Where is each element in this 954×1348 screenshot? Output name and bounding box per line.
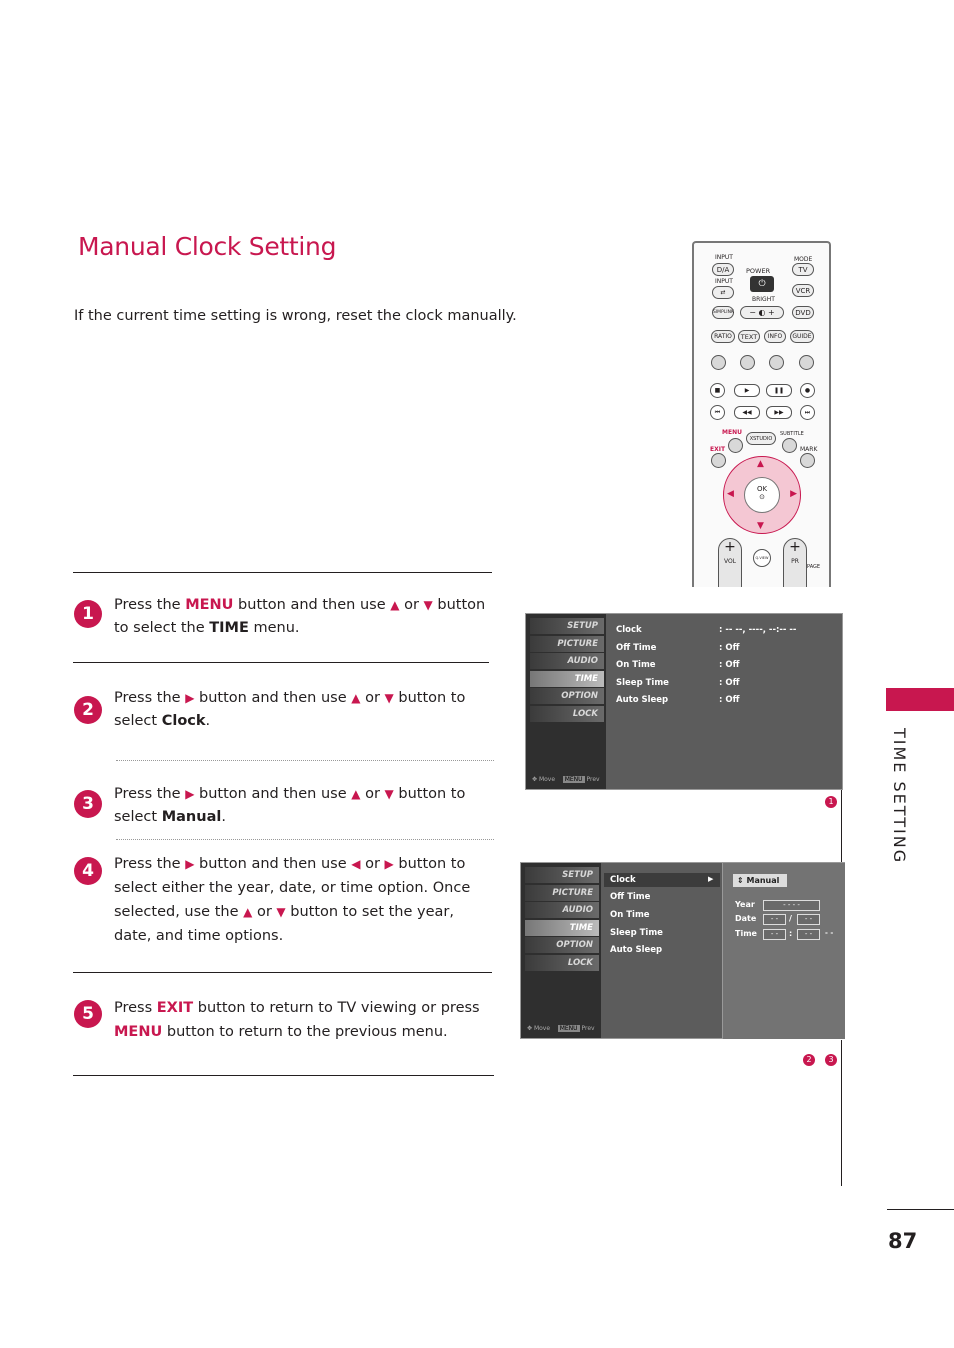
page-title: Manual Clock Setting: [78, 232, 337, 261]
osd-item-picture[interactable]: PICTURE: [525, 885, 599, 901]
osd-item-lock[interactable]: LOCK: [530, 706, 604, 722]
intro-text: If the current time setting is wrong, reset the clock manually.: [74, 308, 517, 324]
chevron-right-icon: ▶: [708, 875, 714, 883]
section-label: TIME SETTING: [890, 728, 909, 865]
exit-label: EXIT: [710, 446, 726, 453]
skip-back-button[interactable]: [710, 405, 725, 420]
on-time-row-label[interactable]: On Time: [610, 910, 650, 920]
stop-icon: ■: [714, 387, 721, 394]
stop-button[interactable]: [710, 383, 725, 398]
page-number-rule: [887, 1209, 954, 1210]
rewind-icon: ◀◀: [742, 409, 752, 416]
brightness-plus[interactable]: +: [768, 308, 775, 317]
subtitle-label: SUBTITLE: [780, 431, 804, 437]
osd-item-time[interactable]: TIME: [530, 671, 604, 687]
time-hour-field[interactable]: - -: [763, 929, 786, 940]
clock-mode-select[interactable]: [733, 874, 787, 887]
osd-item-setup[interactable]: SETUP: [525, 867, 599, 883]
guide-button[interactable]: GUIDE: [790, 330, 814, 343]
step-2-number: 2: [74, 696, 102, 724]
input-label-2: INPUT: [715, 278, 733, 285]
mark-label: MARK: [800, 446, 818, 453]
callout-marker-1: 1: [825, 796, 837, 808]
step-3-text: Press the ▶ button and then use ▲ or ▼ button to select Manual.: [114, 786, 466, 825]
time-separator: :: [789, 929, 793, 938]
osd-item-audio[interactable]: AUDIO: [530, 653, 604, 669]
menu-label: MENU: [722, 429, 742, 436]
date-separator: /: [789, 914, 792, 923]
date-label: Date: [735, 914, 757, 923]
osd-item-audio[interactable]: AUDIO: [525, 902, 599, 918]
section-tab: [886, 688, 954, 711]
brightness-icon: ◐: [758, 308, 766, 317]
nav-down-icon[interactable]: ▼: [757, 521, 764, 531]
pause-button[interactable]: [766, 384, 792, 397]
power-label: POWER: [746, 267, 771, 275]
clock-submenu: [722, 863, 845, 1039]
fast-forward-button[interactable]: [766, 406, 792, 419]
play-icon: ▶: [744, 387, 750, 394]
ratio-button[interactable]: RATIO: [711, 330, 735, 343]
year-field[interactable]: - - - -: [763, 900, 820, 911]
time-label: Time: [735, 929, 757, 938]
footer-move: Move: [533, 1025, 551, 1032]
osd-menu-time: [525, 613, 843, 790]
osd-item-option[interactable]: OPTION: [530, 688, 604, 704]
osd-footer: [527, 1025, 595, 1032]
off-time-row-label[interactable]: Off Time: [616, 643, 657, 653]
divider: [73, 972, 492, 973]
input-button[interactable]: [712, 286, 734, 299]
auto-sleep-row-label[interactable]: Auto Sleep: [616, 695, 669, 705]
off-time-row-label[interactable]: Off Time: [610, 892, 651, 902]
updown-icon: ⇕: [737, 876, 744, 885]
vcr-button[interactable]: VCR: [792, 284, 814, 297]
rewind-button[interactable]: [734, 406, 760, 419]
ok-button[interactable]: [744, 477, 780, 513]
clock-row-value: : -- --, ----, --:-- --: [719, 625, 797, 635]
page-label: PAGE: [807, 564, 821, 570]
osd-item-lock[interactable]: LOCK: [525, 955, 599, 971]
footer-menu-badge: MENU: [564, 776, 583, 783]
nav-right-icon[interactable]: ▶: [790, 489, 797, 499]
play-button[interactable]: [734, 384, 760, 397]
osd-item-picture[interactable]: PICTURE: [530, 636, 604, 652]
record-icon: ●: [804, 387, 811, 394]
step-1-number: 1: [74, 600, 102, 628]
brightness-control[interactable]: [740, 306, 784, 319]
step-2-text: Press the ▶ button and then use ▲ or ▼ button to select Clock.: [114, 690, 466, 729]
color-button-4[interactable]: [799, 355, 814, 370]
move-icon: ✥: [532, 776, 538, 783]
ok-label: OK: [756, 485, 768, 493]
divider: [73, 572, 492, 573]
vertical-rule: [841, 790, 842, 862]
volume-rocker[interactable]: [718, 538, 742, 587]
info-button[interactable]: INFO: [764, 330, 786, 343]
pr-label: PR: [791, 558, 799, 565]
osd-menu-clock-manual: [520, 862, 845, 1039]
osd-sidebar: [526, 614, 606, 789]
clock-mode-value: Manual: [746, 876, 780, 885]
color-button-3[interactable]: [769, 355, 784, 370]
callout-marker-2: 2: [803, 1054, 815, 1066]
bright-label: BRIGHT: [752, 296, 775, 303]
menu-button[interactable]: [728, 438, 743, 453]
auto-sleep-row-label[interactable]: Auto Sleep: [610, 945, 663, 955]
brightness-minus[interactable]: −: [749, 308, 756, 317]
step-5-text: Press EXIT button to return to TV viewing or press MENU button to return to the previous menu.: [114, 1000, 480, 1040]
on-time-row-label[interactable]: On Time: [616, 660, 656, 670]
move-icon: ✥: [527, 1025, 533, 1032]
step-5-number: 5: [74, 1000, 102, 1028]
mark-button[interactable]: [800, 453, 815, 468]
step-4-number: 4: [74, 857, 102, 885]
footer-prev: Prev: [581, 1025, 595, 1032]
nav-left-icon[interactable]: ◀: [727, 489, 734, 499]
da-button[interactable]: D/A: [712, 263, 734, 276]
ok-dot-icon: ⊙: [759, 493, 765, 501]
osd-item-setup[interactable]: SETUP: [530, 618, 604, 634]
osd-footer: [532, 776, 600, 783]
off-time-row-value: : Off: [719, 643, 740, 653]
sleep-time-row-label[interactable]: Sleep Time: [616, 678, 669, 688]
vol-label: VOL: [723, 558, 737, 565]
plus-icon: +: [789, 539, 801, 555]
date-month-field[interactable]: - -: [763, 914, 786, 925]
tv-button[interactable]: TV: [792, 263, 814, 276]
program-rocker[interactable]: [783, 538, 807, 587]
color-button-1[interactable]: [711, 355, 726, 370]
date-day-field[interactable]: - -: [797, 914, 820, 925]
clock-row-label[interactable]: Clock: [616, 625, 642, 635]
callout-marker-3: 3: [825, 1054, 837, 1066]
record-button[interactable]: [800, 383, 815, 398]
year-label: Year: [735, 900, 755, 909]
divider: [73, 662, 489, 663]
divider: [73, 1075, 494, 1076]
osd-item-time[interactable]: TIME: [525, 920, 599, 936]
step-3-number: 3: [74, 790, 102, 818]
pause-icon: ❚❚: [773, 387, 785, 394]
dvd-button[interactable]: DVD: [792, 306, 814, 319]
footer-menu-badge: MENU: [559, 1025, 578, 1032]
xstudio-button[interactable]: XSTUDIO: [746, 432, 776, 445]
skip-forward-icon: ⏭: [804, 409, 811, 416]
footer-prev: Prev: [586, 776, 600, 783]
time-minute-field[interactable]: - -: [797, 929, 820, 940]
fast-forward-icon: ▶▶: [774, 409, 784, 416]
sleep-time-row-value: : Off: [719, 678, 740, 688]
skip-back-icon: ⏮: [714, 409, 721, 416]
vertical-rule: [841, 1040, 842, 1186]
navigation-ring[interactable]: [723, 456, 801, 534]
power-icon: ⏻: [758, 279, 766, 289]
simplink-button[interactable]: SIMPLINK: [712, 306, 734, 319]
mode-label: MODE: [794, 256, 813, 263]
clock-row-highlight[interactable]: [604, 873, 720, 887]
dotted-divider: [116, 839, 494, 840]
input-icon: ⇄: [720, 289, 726, 296]
qview-button[interactable]: Q.VIEW: [753, 549, 771, 567]
input-label: INPUT: [715, 254, 733, 261]
step-1-text: Press the MENU button and then use ▲ or ▼ button to select the TIME menu.: [114, 597, 486, 636]
exit-button[interactable]: [711, 453, 726, 468]
dotted-divider: [116, 760, 494, 761]
skip-forward-button[interactable]: [800, 405, 815, 420]
time-ampm-field[interactable]: - -: [825, 929, 834, 937]
footer-move: Move: [538, 776, 556, 783]
clock-row-label: Clock: [610, 875, 636, 885]
power-button[interactable]: [750, 276, 774, 292]
on-time-row-value: : Off: [719, 660, 740, 670]
osd-sidebar: [521, 863, 601, 1038]
step-4-text: Press the ▶ button and then use ◀ or ▶ button to select either the year, date, or time option. Once selected, use the ▲ or ▼ button to set the year, date, and time options.: [114, 856, 471, 944]
nav-up-icon[interactable]: ▲: [757, 459, 764, 469]
text-button[interactable]: TEXT: [738, 330, 760, 343]
sleep-time-row-label[interactable]: Sleep Time: [610, 928, 663, 938]
plus-icon: +: [724, 539, 736, 555]
subtitle-button[interactable]: [782, 438, 797, 453]
osd-item-option[interactable]: OPTION: [525, 937, 599, 953]
page-number: 87: [888, 1229, 918, 1253]
auto-sleep-row-value: : Off: [719, 695, 740, 705]
color-button-2[interactable]: [740, 355, 755, 370]
remote-control: [692, 241, 831, 587]
